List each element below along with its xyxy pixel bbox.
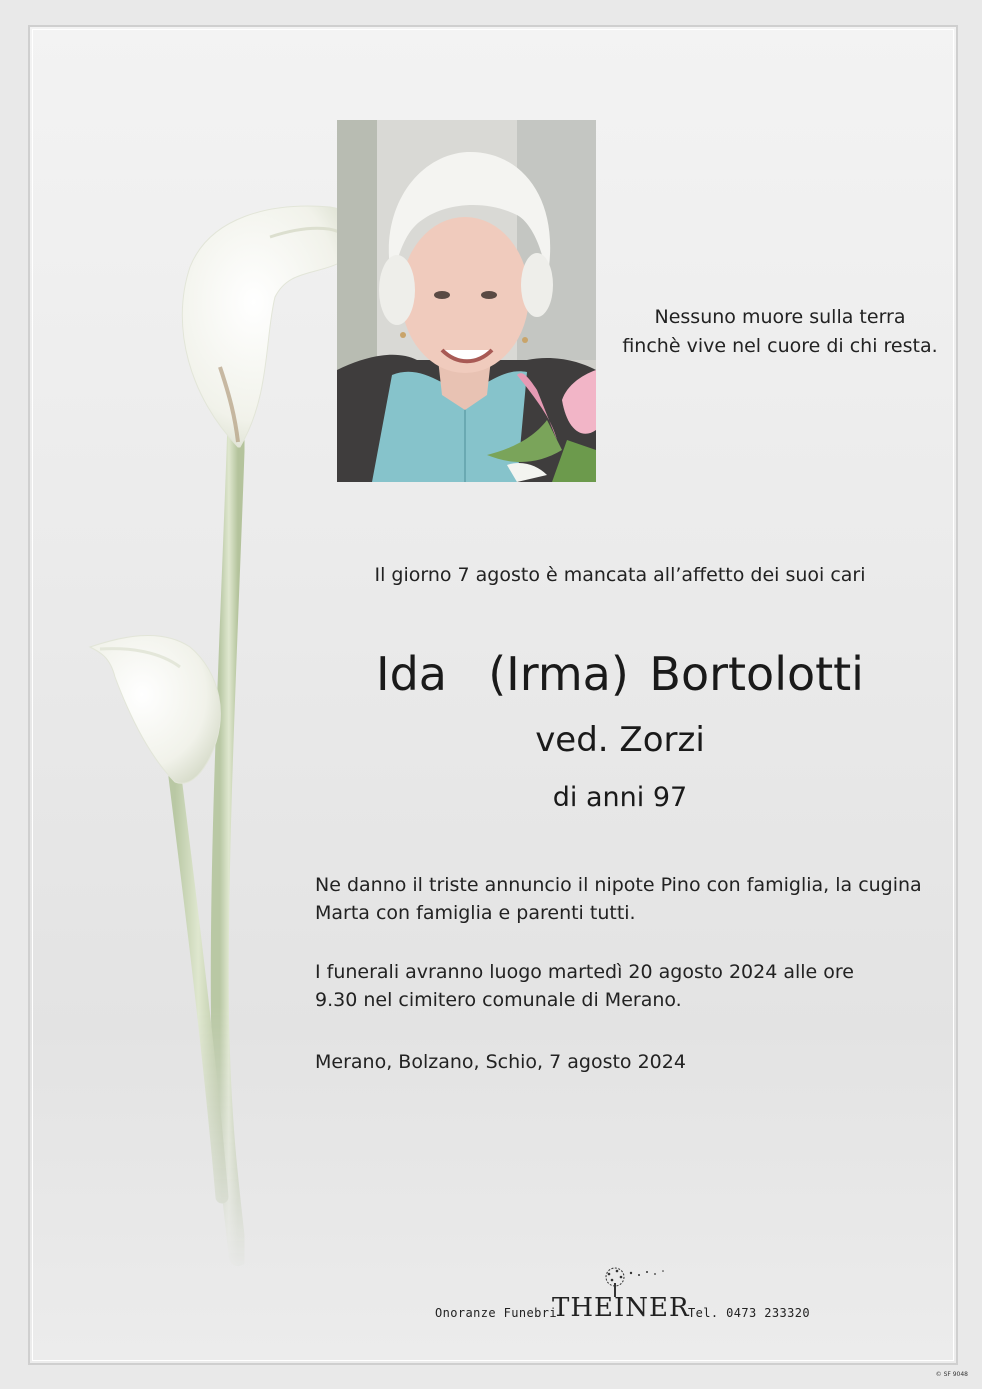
- paragraph-line: 9.30 nel cimitero comunale di Merano.: [315, 989, 682, 1011]
- copyright-mark: © SF 9048: [935, 1371, 968, 1378]
- place-date-paragraph: [315, 1048, 955, 1076]
- obituary-card: [28, 25, 958, 1365]
- deceased-name: Ida (Irma) Bortolotti: [376, 647, 864, 701]
- intro-text: Il giorno 7 agosto è mancata all’affetto dei suoi cari: [374, 564, 866, 586]
- quote-text: [590, 303, 958, 361]
- theiner-logo-text: THEINER: [552, 1293, 690, 1323]
- announcement-paragraph: [315, 871, 955, 927]
- quote-line-1: Nessuno muore sulla terra: [654, 306, 906, 328]
- quote-line-2: finchè vive nel cuore di chi resta.: [622, 335, 938, 357]
- portrait-photo: [337, 120, 596, 482]
- paragraph-line: Merano, Bolzano, Schio, 7 agosto 2024: [315, 1051, 686, 1073]
- funeral-home-footer: [380, 1263, 880, 1343]
- footer-phone: Tel. 0473 233320: [688, 1306, 810, 1320]
- paragraph-line: Marta con famiglia e parenti tutti.: [315, 902, 636, 924]
- portrait-image: [337, 120, 596, 482]
- age-text: di anni 97: [552, 782, 688, 813]
- funeral-paragraph: [315, 958, 955, 1014]
- widow-of: ved. Zorzi: [535, 720, 705, 760]
- footer-label: Onoranze Funebri: [435, 1306, 557, 1320]
- paragraph-line: I funerali avranno luogo martedì 20 agosto 2024 alle ore: [315, 961, 854, 983]
- paragraph-line: Ne danno il triste annuncio il nipote Pino con famiglia, la cugina: [315, 874, 922, 896]
